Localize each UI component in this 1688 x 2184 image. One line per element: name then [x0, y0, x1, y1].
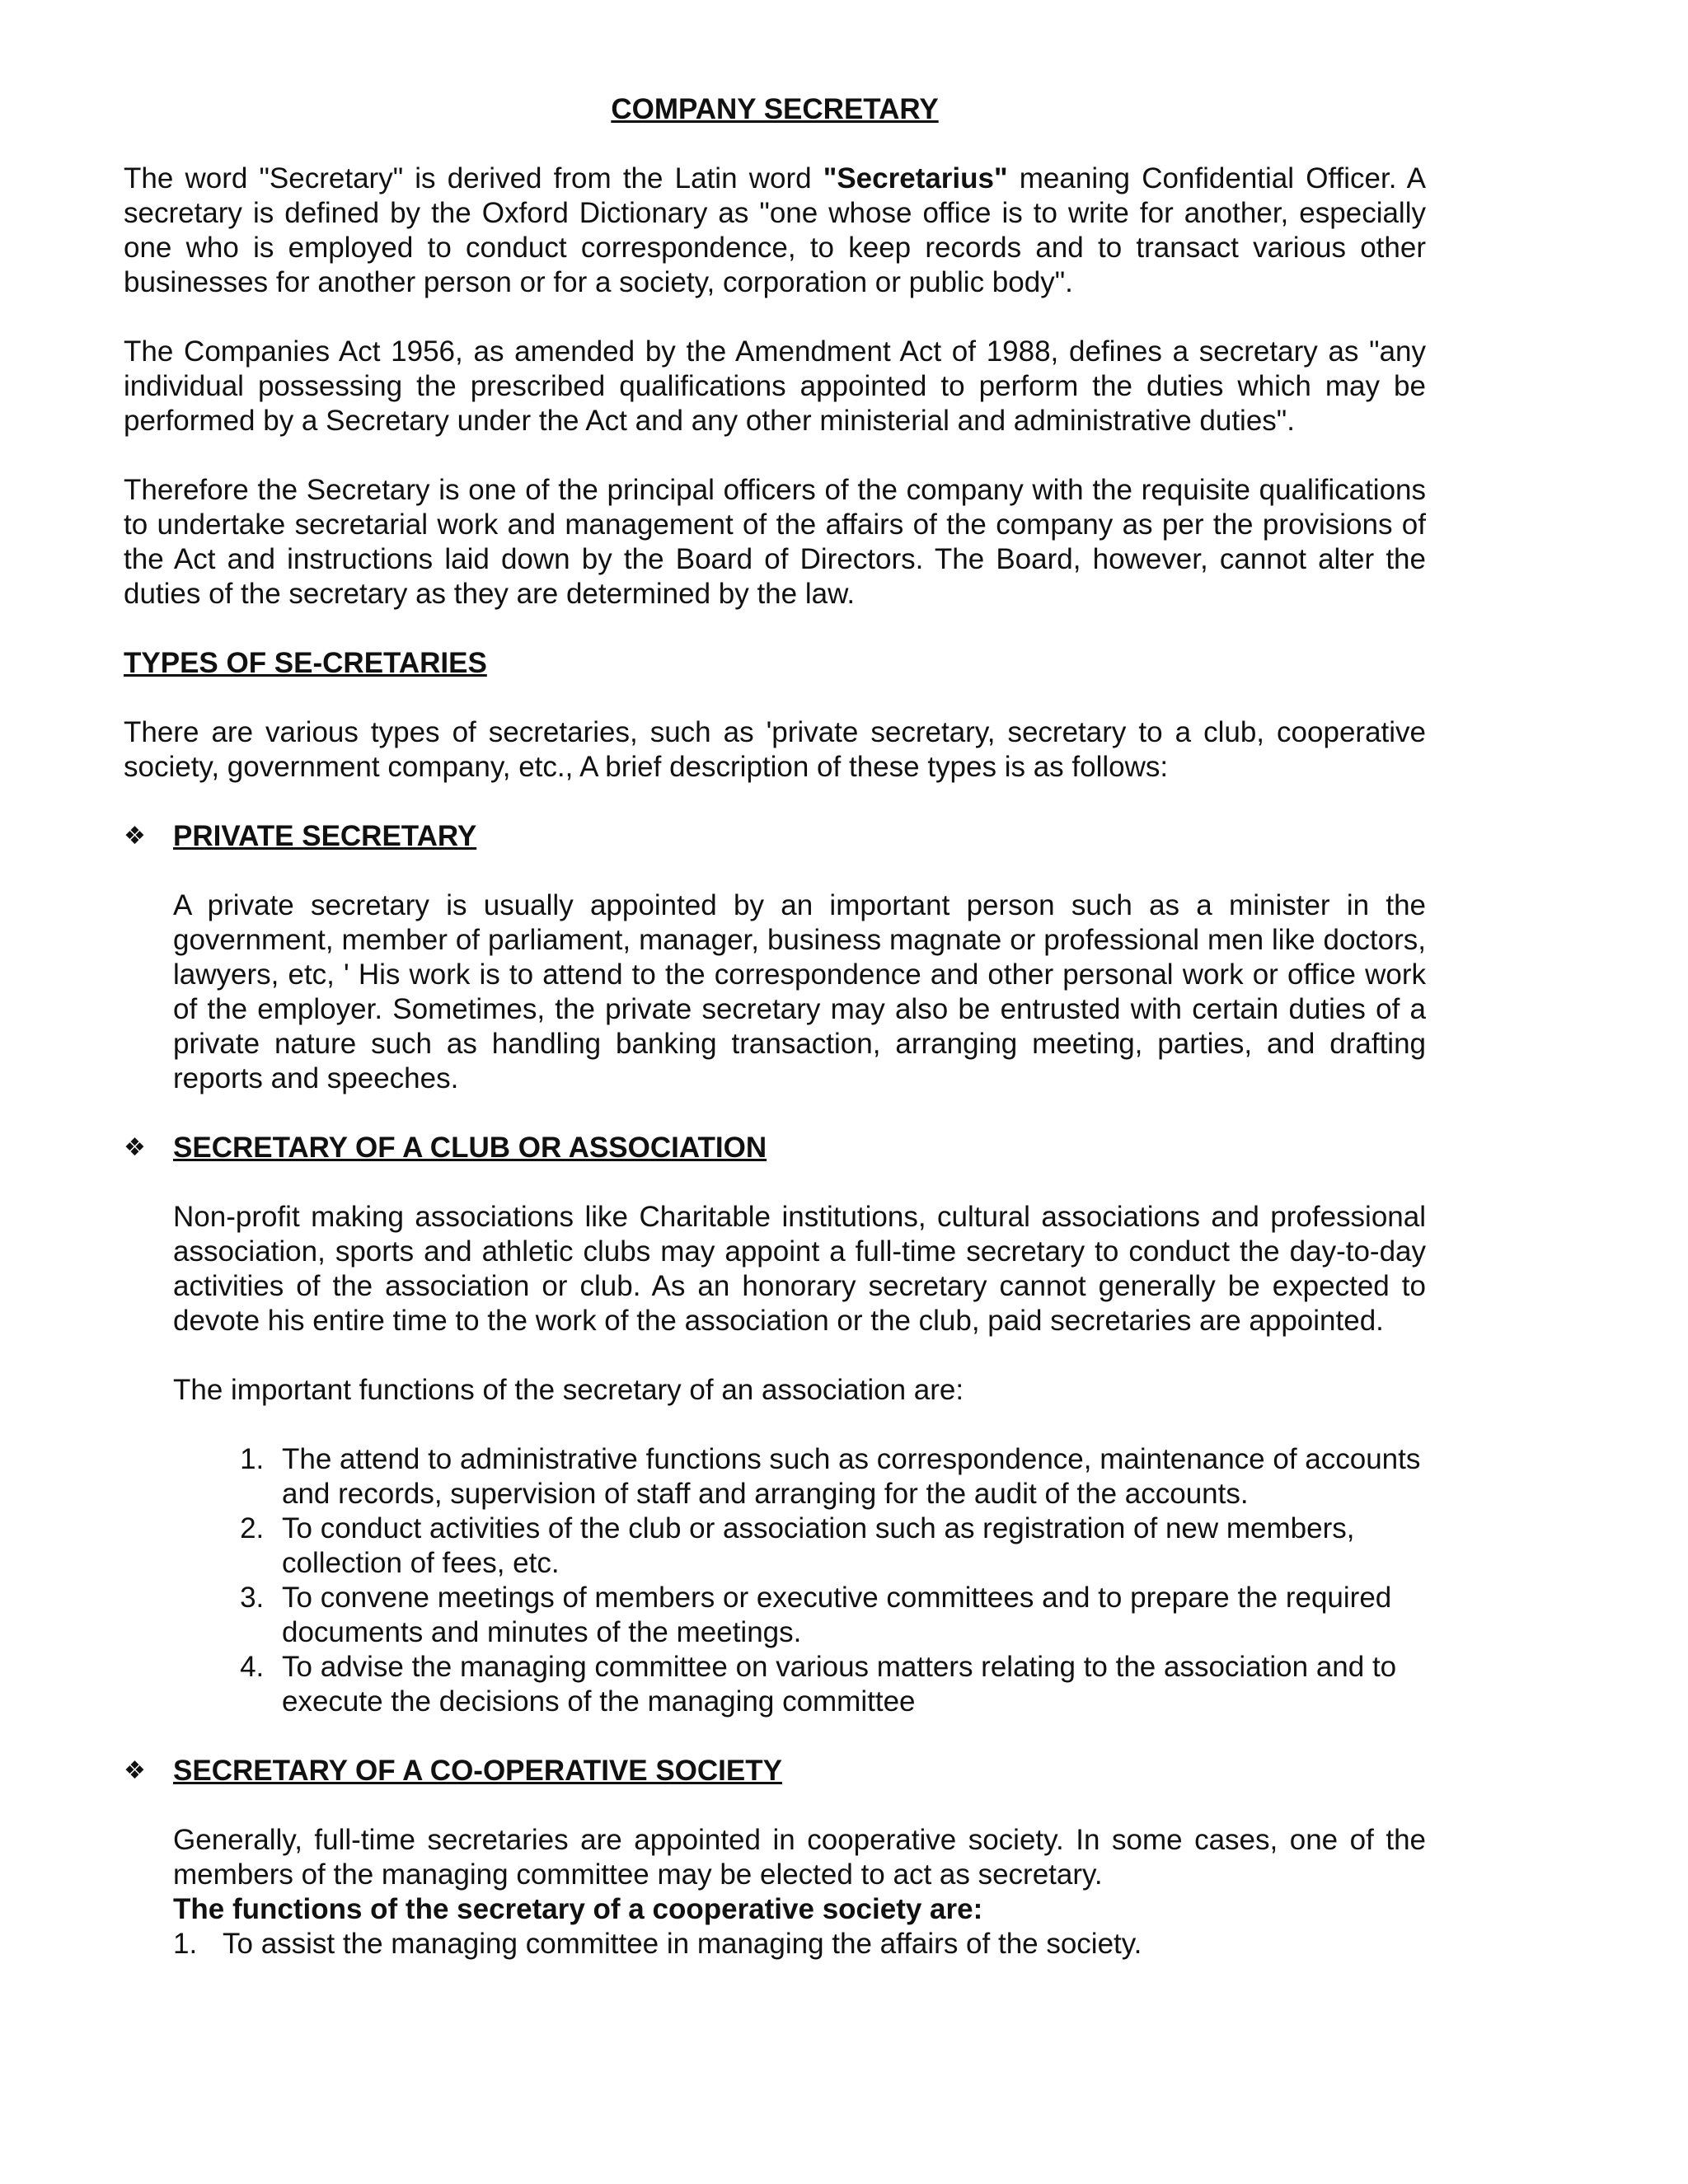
- coop-secretary-title: SECRETARY OF A CO-OPERATIVE SOCIETY: [173, 1755, 782, 1787]
- list-item: 2. To conduct activities of the club or association such as registration of new members, collection of fees, etc.: [272, 1511, 1426, 1581]
- club-functions-list: [124, 1442, 1426, 1719]
- document-page: [124, 92, 1426, 1961]
- list-item: 4. To advise the managing committee on various matters relating to the association and to execute the decisions of the managing committee: [272, 1650, 1426, 1719]
- diamond-bullet-icon: ❖: [124, 822, 146, 851]
- diamond-bullet-icon: ❖: [124, 1133, 146, 1162]
- coop-function-item: [124, 1927, 1426, 1961]
- coop-secretary-heading: [124, 1754, 1426, 1788]
- diamond-bullet-icon: ❖: [124, 1756, 146, 1785]
- private-secretary-text: A private secretary is usually appointed by an important person such as a minister in the government, member of parliament, manager, business magnate or professional men like doctors, lawyers, etc, ' His work is to attend to the correspondence and other personal work or office work of the employer. Sometimes, the private secretary may also be entrusted with certain duties of a private nature such as handling banking transaction, arranging meeting, parties, and drafting reports and speeches.: [173, 889, 1426, 1094]
- coop-functions-heading: The functions of the secretary of a cooperative society are:: [173, 1893, 983, 1925]
- item-number: 1.: [173, 1928, 198, 1960]
- private-secretary-heading: [124, 819, 1426, 854]
- document-title: COMPANY SECRETARY: [611, 93, 939, 125]
- intro-p1-text: The word "Secretary" is derived from the Latin word: [124, 162, 823, 194]
- club-secretary-title: SECRETARY OF A CLUB OR ASSOCIATION: [173, 1132, 767, 1164]
- club-secretary-text: Non-profit making associations like Charitable institutions, cultural associations and professional association, sports and athletic clubs may appoint a full-time secretary to conduct the day-to-day activities of the association or club. As an honorary secretary cannot generally be expected to devote his entire time to the work of the association or the club, paid secretaries are appointed.: [173, 1201, 1426, 1337]
- intro-paragraph-3: Therefore the Secretary is one of the principal officers of the company with the requisite qualifications to undertake secretarial work and management of the affairs of the company as per the provisions of the Act and instructions laid down by the Board of Directors. The Board, however, cannot alter the duties of the secretary as they are determined by the law.: [124, 474, 1426, 610]
- types-heading: TYPES OF SE-CRETARIES: [124, 647, 487, 679]
- list-item: 1. The attend to administrative functions such as correspondence, maintenance of accounts and records, supervision of staff and arranging for the audit of the accounts.: [272, 1442, 1426, 1511]
- list-item: 3. To convene meetings of members or executive committees and to prepare the required documents and minutes of the meetings.: [272, 1581, 1426, 1650]
- types-intro: There are various types of secretaries, such as 'private secretary, secretary to a club, cooperative society, government company, etc., A brief description of these types is as follows:: [124, 716, 1426, 783]
- item-text: To assist the managing committee in managing the affairs of the society.: [223, 1928, 1142, 1960]
- club-secretary-heading: [124, 1131, 1426, 1165]
- intro-paragraph-2: The Companies Act 1956, as amended by the Amendment Act of 1988, defines a secretary as "any individual possessing the prescribed qualifications appointed to perform the duties which may be performed by a Secretary under the Act and any other ministerial and administrative duties".: [124, 335, 1426, 437]
- club-functions-intro: The important functions of the secretary of an association are:: [173, 1374, 964, 1406]
- intro-paragraph-1: [124, 162, 1426, 300]
- coop-secretary-text: Generally, full-time secretaries are appointed in cooperative society. In some cases, one of the members of the managing committee may be elected to act as secretary.: [173, 1824, 1426, 1891]
- intro-p1-rest: meaning Confidential Officer. A secretary is defined by the Oxford Dictionary as "one whose office is to write for another, especially one who is employed to conduct correspondence, to keep records and to transact various other businesses for another person or for a society, corporation or public body".: [124, 162, 1426, 298]
- private-secretary-title: PRIVATE SECRETARY: [173, 820, 477, 852]
- latin-word: "Secretarius": [823, 162, 1008, 194]
